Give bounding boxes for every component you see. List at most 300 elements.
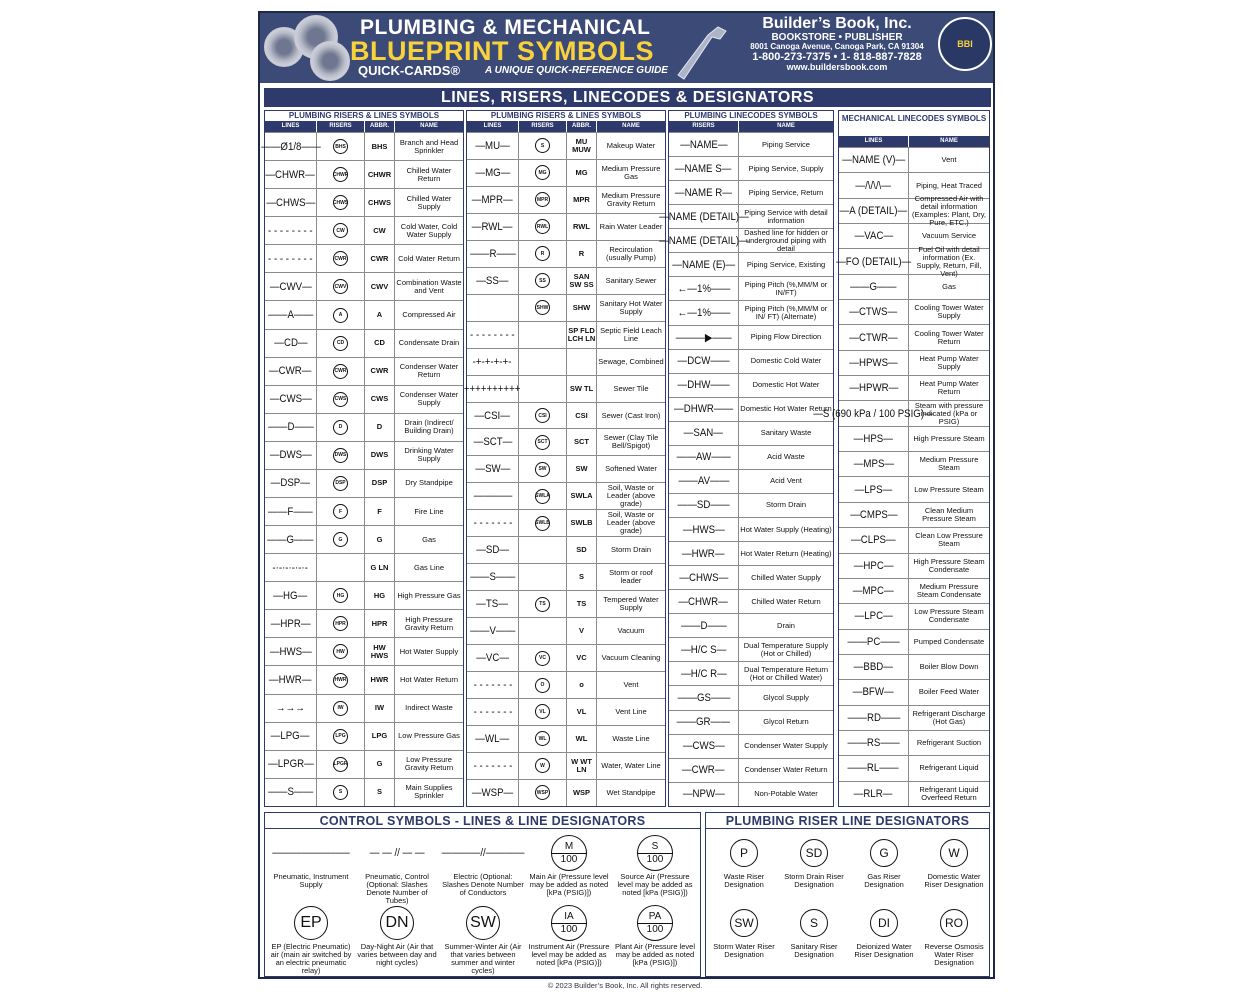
- line-symbol: —CWV—: [269, 280, 312, 293]
- table-title: PLUMBING RISERS & LINES SYMBOLS: [288, 111, 440, 120]
- line-symbol: —MPR—: [472, 193, 513, 206]
- line-symbol: ——D——: [267, 421, 314, 434]
- line-cell: [839, 224, 909, 248]
- name-cell: [739, 374, 833, 397]
- symbol-label: EP (Electric Pneumatic) air (main air switched by an electric pneumatic relay): [270, 942, 352, 975]
- riser-cell: [317, 133, 365, 160]
- symbol-name: Condenser Water Supply: [399, 390, 459, 408]
- riser-symbol: CW: [333, 223, 348, 238]
- table-row: [669, 565, 833, 589]
- name-cell: [739, 542, 833, 565]
- name-cell: [395, 358, 463, 385]
- riser-cell: [519, 376, 567, 402]
- abbreviation: S: [578, 572, 584, 582]
- symbol-name: Medium Pressure Gas: [601, 163, 661, 181]
- abbreviation: G: [376, 534, 383, 544]
- name-cell: [909, 325, 989, 349]
- riser-cell: [317, 273, 365, 300]
- abbr-cell: [365, 330, 395, 357]
- column-header: ABBR.: [365, 121, 395, 132]
- quick-card: [258, 11, 995, 979]
- riser-symbol: VL: [535, 704, 550, 719]
- split-circle-glyph: [637, 835, 673, 871]
- riser-cell: [519, 268, 567, 294]
- riser-cell: [317, 245, 365, 272]
- riser-symbol: BHS: [333, 139, 348, 154]
- line-symbol: ——G——: [850, 280, 897, 293]
- symbol-name: Refrigerant Suction: [916, 738, 982, 748]
- symbol-graphic: [268, 833, 354, 873]
- table-row: [669, 710, 833, 734]
- symbol-name: Piping Service with detail information: [744, 207, 828, 225]
- abbr-cell: [365, 358, 395, 385]
- abbr-cell: [365, 245, 395, 272]
- line-symbol: —CWS—: [682, 740, 725, 753]
- symbol-name: Dual Temperature Supply (Hot or Chilled): [743, 640, 829, 658]
- table-row: [669, 541, 833, 565]
- table-row: [265, 329, 463, 357]
- circle-glyph: S: [800, 909, 828, 937]
- table-row: [839, 451, 989, 476]
- riser-cell: [658, 229, 749, 252]
- abbreviation: G LN: [370, 562, 389, 572]
- table-row: [669, 589, 833, 613]
- symbol-name: Glycol Return: [763, 717, 809, 727]
- riser-cell: [519, 187, 567, 213]
- symbol-label: Plant Air (Pressure level may be added as noted [kPa (PSIG)]): [614, 942, 696, 967]
- symbol-name: Sewage, Combined: [598, 356, 664, 366]
- table-row: [669, 180, 833, 204]
- riser-symbol: VC: [535, 651, 550, 666]
- symbol-name: Septic Field Leach Line: [600, 325, 662, 343]
- line-cell: [467, 403, 519, 429]
- abbr-cell: [365, 470, 395, 497]
- riser-cell: [519, 349, 567, 375]
- symbol-name: Condenser Water Return: [744, 765, 828, 775]
- symbol-graphic: [850, 833, 918, 873]
- name-cell: [739, 277, 833, 300]
- table-row: [467, 186, 665, 213]
- name-cell: [739, 205, 833, 228]
- abbr-cell: [365, 638, 395, 665]
- line-symbol: -·-·-·-·-·-: [272, 561, 309, 574]
- table-row: [467, 671, 665, 698]
- symbol-label: Storm Drain Riser Designation: [784, 872, 844, 889]
- riser-symbol: CWR: [333, 251, 348, 266]
- abbreviation: SWLB: [570, 518, 593, 528]
- abbr-cell: [567, 268, 597, 294]
- symbol-name: Branch and Head Sprinkler: [399, 137, 459, 155]
- table-row: [467, 294, 665, 321]
- symbol-name: Dry Standpipe: [405, 478, 453, 488]
- riser-cell: [519, 322, 567, 348]
- circle-top: PA: [637, 911, 673, 924]
- symbol-name: Pumped Condensate: [913, 636, 985, 646]
- name-cell: [597, 483, 665, 509]
- name-cell: [909, 244, 989, 278]
- symbol-name: Vent Line: [615, 706, 647, 716]
- table-row: [839, 781, 989, 806]
- abbr-cell: [365, 301, 395, 328]
- table-row: [467, 159, 665, 186]
- line-symbol: —DHWR——: [673, 403, 734, 416]
- name-cell: [395, 498, 463, 525]
- table-row: [265, 357, 463, 385]
- line-cell: [464, 376, 521, 402]
- table-row: [265, 300, 463, 328]
- column-headers: [839, 136, 989, 147]
- line-symbol: ——SD——: [677, 499, 730, 512]
- abbr-cell: [365, 161, 395, 188]
- line-cell: [467, 726, 519, 752]
- line-symbol: ——F——: [268, 505, 313, 518]
- table-row: [265, 665, 463, 693]
- abbreviation: SD: [576, 545, 587, 555]
- table-row: [467, 428, 665, 455]
- line-symbol: ++++++++++: [464, 382, 521, 395]
- abbreviation: CWV: [370, 281, 389, 291]
- symbol-name: Condenser Water Supply: [744, 741, 828, 751]
- symbol-name: Storm or roof leader: [609, 568, 653, 586]
- name-cell: [909, 706, 989, 730]
- symbol-name: Indirect Waste: [405, 703, 453, 713]
- line-symbol: —CHWS—: [679, 571, 728, 584]
- column-header: RISERS: [519, 121, 567, 132]
- name-cell: [739, 350, 833, 373]
- line-cell: [839, 427, 909, 451]
- symbol-name: Medium Pressure Steam Condensate: [916, 582, 982, 600]
- abbreviation: SW: [575, 464, 588, 474]
- publisher-website[interactable]: www.buildersbook.com: [786, 62, 888, 73]
- symbol-graphic: [440, 903, 526, 943]
- riser-symbol: MG: [535, 165, 550, 180]
- name-cell: [739, 518, 833, 541]
- line-cell: [467, 753, 519, 779]
- table-row: [467, 698, 665, 725]
- column-header: NAME: [420, 123, 438, 129]
- line-cell: [839, 148, 909, 172]
- table-body: [260, 132, 463, 806]
- name-cell: [597, 403, 665, 429]
- line-cell: [467, 537, 519, 563]
- symbol-graphic: [780, 903, 848, 943]
- name-cell: [597, 187, 665, 213]
- abbr-cell: [567, 456, 597, 482]
- table-row: [669, 661, 833, 685]
- table-row: [669, 517, 833, 541]
- table-row: [669, 734, 833, 758]
- line-symbol: ——G——: [267, 533, 314, 546]
- line-symbol: —WSP—: [471, 786, 514, 799]
- symbol-name: Refrigerant Liquid: [919, 763, 979, 773]
- line-cell: [265, 414, 317, 441]
- line-symbol: —LPG—: [271, 730, 310, 743]
- symbol-name: Non-Potable Water: [754, 789, 818, 799]
- line-symbol: —NAME—: [679, 138, 728, 151]
- table-row: [669, 156, 833, 180]
- pipe-icon: [310, 41, 350, 81]
- line-cell: [265, 582, 317, 609]
- symbol-name: Dashed line for hidden or underground piping with detail: [744, 227, 828, 253]
- riser-cell: [669, 133, 739, 156]
- title-line2: BLUEPRINT SYMBOLS: [350, 36, 655, 66]
- name-cell: [597, 510, 665, 536]
- symbol-name: Drain (Indirect/ Building Drain): [404, 418, 454, 436]
- riser-cell: [317, 554, 365, 581]
- riser-cell: [519, 780, 567, 806]
- line-symbol: —SCT—: [473, 436, 512, 449]
- symbol-name: High Pressure Gas: [397, 590, 461, 600]
- abbr-cell: [567, 618, 597, 644]
- name-cell: [739, 494, 833, 517]
- name-cell: [597, 241, 665, 267]
- line-cell: [467, 349, 519, 375]
- line-symbol: —SW—: [475, 463, 510, 476]
- table-body: [658, 132, 833, 806]
- abbr-cell: [365, 723, 395, 750]
- symbol-label: Waste Riser Designation: [723, 872, 765, 889]
- name-cell: [739, 326, 833, 349]
- line-symbol: - - - - - - -: [473, 679, 512, 692]
- abbreviation: SAN SW SS: [569, 271, 594, 289]
- riser-symbol: LPG: [333, 729, 348, 744]
- symbol-name: Domestic Hot Water: [752, 380, 820, 390]
- line-cell: [265, 470, 317, 497]
- symbol-name: Waste Line: [612, 733, 650, 743]
- publisher-address: 8001 Canoga Avenue, Canoga Park, CA 91304: [750, 42, 924, 52]
- name-cell: [739, 735, 833, 758]
- symbol-name: Steam with pressure indicated (kPa or PSIG): [914, 400, 984, 426]
- line-cell: [839, 275, 909, 299]
- plumbing-linecodes-table: [658, 110, 834, 807]
- name-cell: [739, 253, 833, 276]
- line-cell: [265, 779, 317, 806]
- riser-symbol: CHWS: [333, 195, 348, 210]
- symbol-name: Piping Service, Supply: [748, 163, 824, 173]
- riser-cell: [317, 582, 365, 609]
- abbreviation: BHS: [371, 141, 388, 151]
- symbol-name: Drinking Water Supply: [404, 446, 454, 464]
- circle-glyph: SW: [466, 906, 500, 940]
- riser-symbol: O: [535, 678, 550, 693]
- abbreviation: RWL: [573, 221, 590, 231]
- line-symbol: ——A——: [267, 309, 314, 321]
- riser-symbol: IW: [333, 701, 348, 716]
- line-symbol: —TS—: [476, 598, 509, 611]
- column-header: NAME: [777, 123, 795, 129]
- line-cell: [467, 295, 519, 321]
- table-row: [265, 722, 463, 750]
- symbol-graphic: [850, 903, 918, 943]
- abbreviation: SW TL: [569, 383, 594, 393]
- symbol-name: Vacuum Cleaning: [601, 653, 661, 663]
- symbol-name: Piping, Heat Traced: [916, 180, 982, 190]
- symbol-name: Chilled Water Return: [406, 165, 452, 183]
- circle-glyph: W: [940, 839, 968, 867]
- name-cell: [909, 756, 989, 780]
- line-cell: [467, 187, 519, 213]
- line-cell: [839, 477, 909, 501]
- name-cell: [739, 229, 833, 252]
- abbr-cell: [365, 133, 395, 160]
- table-row: [658, 227, 833, 253]
- circle-top: IA: [551, 911, 587, 924]
- riser-designator: [780, 833, 848, 889]
- line-symbol: —HPWR—: [849, 382, 898, 395]
- name-cell: [909, 528, 989, 552]
- column-header: NAME: [622, 123, 640, 129]
- table-body: [813, 147, 989, 806]
- abbr-cell: [567, 537, 597, 563]
- line-symbol: —BFW—: [853, 686, 894, 699]
- riser-cell: [519, 456, 567, 482]
- table-row: [669, 300, 833, 324]
- riser-cell: [669, 614, 739, 637]
- abbr-cell: [365, 414, 395, 441]
- symbol-name: Combination Waste and Vent: [396, 277, 462, 295]
- riser-symbol: SCT: [535, 435, 550, 450]
- table-row: [467, 240, 665, 267]
- circle-glyph: EP: [294, 906, 328, 940]
- line-glyph: — — // — —: [369, 847, 425, 859]
- name-cell: [395, 582, 463, 609]
- control-symbol: [354, 833, 440, 905]
- name-cell: [909, 452, 989, 476]
- riser-designator: [850, 833, 918, 889]
- abbreviation: CWR: [370, 366, 389, 376]
- riser-cell: [317, 217, 365, 244]
- riser-cell: [519, 403, 567, 429]
- line-symbol: ——S——: [469, 571, 516, 584]
- line-cell: [467, 322, 519, 348]
- riser-cell: [317, 386, 365, 413]
- line-cell: [467, 241, 519, 267]
- column-headers: [467, 121, 665, 132]
- table-row: [467, 509, 665, 536]
- line-symbol: —HPWS—: [849, 356, 898, 369]
- table-row: [839, 502, 989, 527]
- table-row: [813, 400, 989, 426]
- symbol-name: Drain: [777, 620, 795, 630]
- riser-symbol: W: [535, 758, 550, 773]
- table-row: [265, 188, 463, 216]
- riser-cell: [519, 241, 567, 267]
- name-cell: [597, 564, 665, 590]
- abbr-cell: [365, 554, 395, 581]
- riser-cell: [669, 638, 739, 661]
- symbol-name: Refrigerant Discharge (Hot Gas): [912, 708, 986, 726]
- symbol-name: Boiler Blow Down: [919, 662, 979, 672]
- split-circle-glyph: [637, 905, 673, 941]
- symbol-label: Source Air (Pressure level may be added as noted [kPa (PSIG)]): [617, 872, 693, 897]
- line-symbol: ——RD——: [847, 711, 900, 724]
- line-symbol: —HWR—: [269, 674, 312, 687]
- riser-cell: [317, 330, 365, 357]
- riser-cell: [669, 686, 739, 709]
- symbol-name: Boiler Feed Water: [918, 687, 980, 697]
- line-cell: [467, 699, 519, 725]
- riser-designator: [780, 903, 848, 959]
- riser-cell: [519, 699, 567, 725]
- line-cell: [467, 591, 519, 617]
- abbr-cell: [567, 483, 597, 509]
- table-row: [467, 779, 665, 806]
- symbol-label: Electric (Optional: Slashes Denote Number of Conductors: [442, 872, 524, 897]
- line-symbol: —MPS—: [853, 458, 894, 471]
- symbol-name: Clean Medium Pressure Steam: [922, 505, 976, 523]
- line-symbol: —HPS—: [853, 432, 894, 445]
- line-cell: [839, 680, 909, 704]
- line-symbol: —HG—: [273, 589, 308, 602]
- table-row: [839, 147, 989, 172]
- name-cell: [395, 526, 463, 553]
- riser-symbol: A: [333, 308, 348, 323]
- table-row: [669, 421, 833, 445]
- line-symbol: ——V——: [469, 625, 516, 638]
- table-row: [467, 321, 665, 348]
- symbol-label: Pneumatic, Control (Optional: Slashes Denote Number of Tubes): [365, 872, 429, 905]
- line-symbol: —CHWR—: [265, 168, 316, 181]
- line-cell: [265, 666, 317, 693]
- name-cell: [909, 300, 989, 324]
- riser-cell: [519, 429, 567, 455]
- symbol-name: Domestic Cold Water: [750, 356, 822, 366]
- riser-symbol: D: [333, 420, 348, 435]
- riser-cell: [519, 726, 567, 752]
- symbol-name: Piping Pitch (%,MM/M or IN/FT): [744, 279, 828, 297]
- table-row: [467, 402, 665, 429]
- table-title: PLUMBING LINECODES SYMBOLS: [684, 111, 818, 120]
- line-symbol: —HPC—: [853, 559, 894, 572]
- table-row: [839, 299, 989, 324]
- riser-cell: [519, 133, 567, 159]
- name-cell: [395, 666, 463, 693]
- column-header: NAME: [940, 138, 958, 144]
- line-cell: [467, 780, 519, 806]
- name-cell: [597, 268, 665, 294]
- table-row: [669, 132, 833, 156]
- riser-cell: [669, 446, 739, 469]
- control-symbol: [440, 903, 526, 975]
- symbol-name: Medium Pressure Steam: [919, 455, 979, 473]
- circle-bottom: 100: [646, 923, 664, 935]
- symbol-name: Cooling Tower Water Supply: [914, 303, 984, 321]
- name-cell: [739, 614, 833, 637]
- circle-glyph: DN: [380, 906, 414, 940]
- table-row: [467, 752, 665, 779]
- line-symbol: —DSP—: [270, 477, 311, 490]
- riser-cell: [317, 442, 365, 469]
- riser-cell: [669, 374, 739, 397]
- symbol-name: Domestic Hot Water Return: [740, 404, 832, 414]
- abbr-cell: [567, 753, 597, 779]
- name-cell: [739, 662, 833, 685]
- riser-cell: [669, 566, 739, 589]
- symbol-name: Fuel Oil with detail information (Ex. Supply, Return, Fill, Vent): [916, 244, 982, 278]
- control-symbol: [268, 903, 354, 975]
- name-cell: [909, 148, 989, 172]
- name-cell: [739, 446, 833, 469]
- riser-cell: [669, 350, 739, 373]
- abbr-cell: [567, 564, 597, 590]
- name-cell: [395, 245, 463, 272]
- line-symbol: ——D——: [680, 619, 727, 632]
- name-cell: [909, 351, 989, 375]
- symbol-name: Main Supplies Sprinkler: [405, 783, 453, 801]
- symbol-name: Piping Pitch (%,MM/M or IN/ FT) (Alternate): [744, 303, 828, 321]
- riser-symbol: MPR: [535, 192, 550, 207]
- symbol-name: Heat Pump Water Return: [919, 379, 979, 397]
